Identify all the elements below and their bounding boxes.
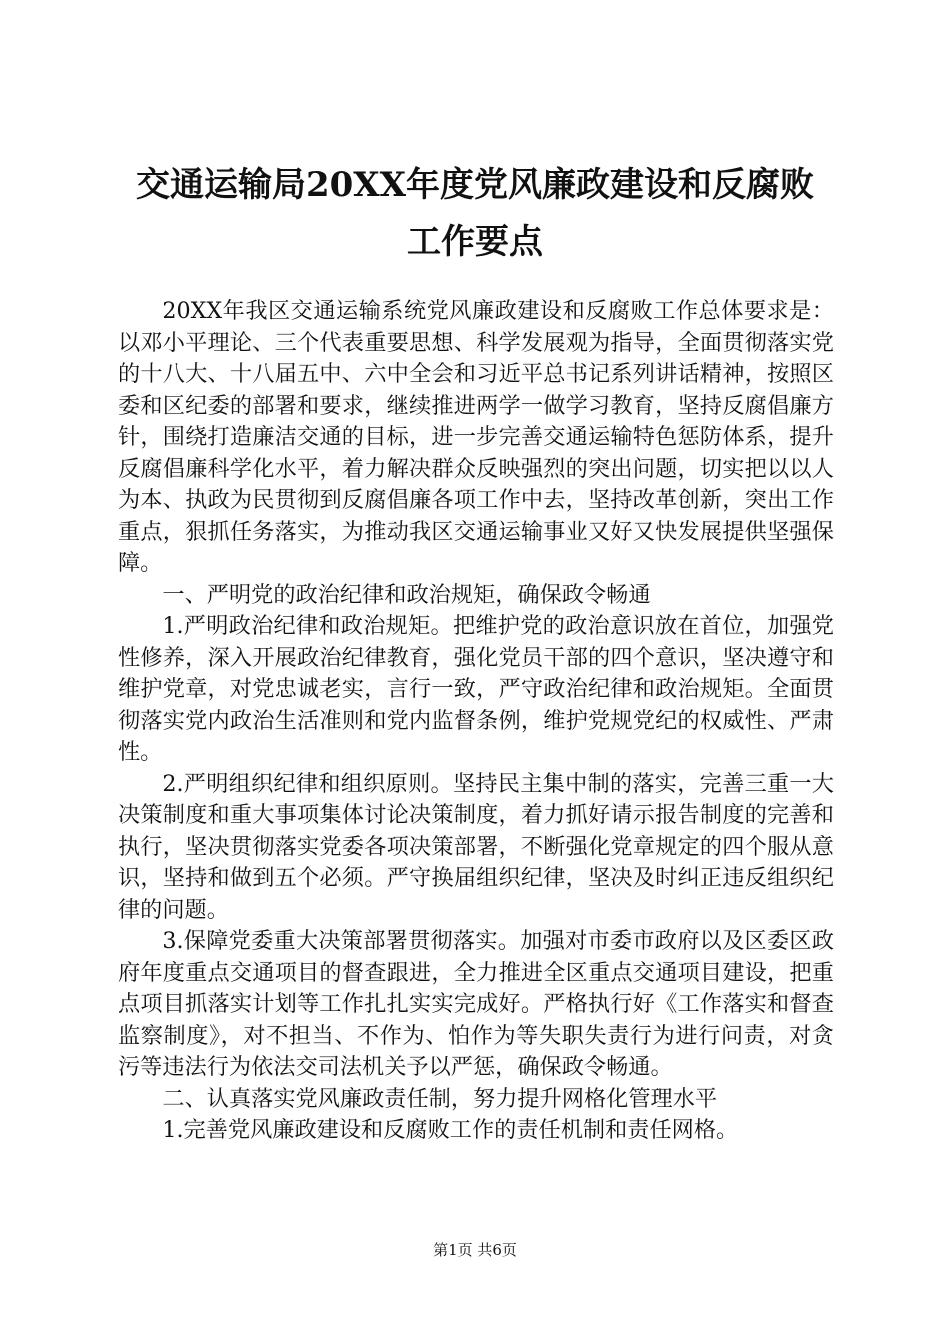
document-body	[118, 296, 834, 1147]
body-paragraph: 2.严明组织纪律和组织原则。坚持民主集中制的落实，完善三重一大决策制度和重大事项集体讨论决策制度，着力抓好请示报告制度的完善和执行，坚决贯彻落实党委各项决策部署，不断强化党章规定的四个服从意识，坚持和做到五个必须。严守换届组织纪律，坚决及时纠正违反组织纪律的问题。	[118, 770, 834, 923]
body-paragraph: 1.严明政治纪律和政治规矩。把维护党的政治意识放在首位，加强党性修养，深入开展政治纪律教育，强化党员干部的四个意识，坚决遵守和维护党章，对党忠诚老实，言行一致，严守政治纪律和政治规矩。全面贯彻落实党内政治生活准则和党内监督条例，维护党规党纪的权威性、严肃性。	[118, 613, 834, 765]
body-paragraph: 1.完善党风廉政建设和反腐败工作的责任机制和责任网格。	[162, 1117, 739, 1143]
body-paragraph: 3.保障党委重大决策部署贯彻落实。加强对市委市政府以及区委区政府年度重点交通项目的督查跟进，全力推进全区重点交通项目建设，把重点项目抓落实计划等工作扎扎实实完成好。严格执行好《工作落实和督查监察制度》，对不担当、不作为、怕作为等失职失责行为进行问责，对贪污等违法行为依法交司法机关予以严惩，确保政令畅通。	[118, 928, 834, 1080]
section-heading-1: 一、严明党的政治纪律和政治规矩，确保政令畅通	[162, 581, 651, 608]
section-heading-2: 二、认真落实党风廉政责任制，努力提升网格化管理水平	[162, 1085, 718, 1112]
document-title-line-2: 工作要点	[407, 222, 543, 262]
page-number-footer: 第1页 共6页	[433, 1241, 517, 1259]
document-title-line-1: 交通运输局20XX年度党风廉政建设和反腐败	[135, 165, 815, 205]
intro-paragraph: 20XX年我区交通运输系统党风廉政建设和反腐败工作总体要求是：以邓小平理论、三个代表重要思想、科学发展观为指导，全面贯彻落实党的十八大、十八届五中、六中全会和习近平总书记系列讲话精神，按照区委和区纪委的部署和要求，继续推进两学一做学习教育，坚持反腐倡廉方针，围绕打造廉洁交通的目标，进一步完善交通运输特色惩防体系，提升反腐倡廉科学化水平，着力解决群众反映强烈的突出问题，切实把以以人为本、执政为民贯彻到反腐倡廉各项工作中去，坚持改革创新，突出工作重点，狠抓任务落实，为推动我区交通运输事业又好又快发展提供坚强保障。	[118, 298, 834, 576]
